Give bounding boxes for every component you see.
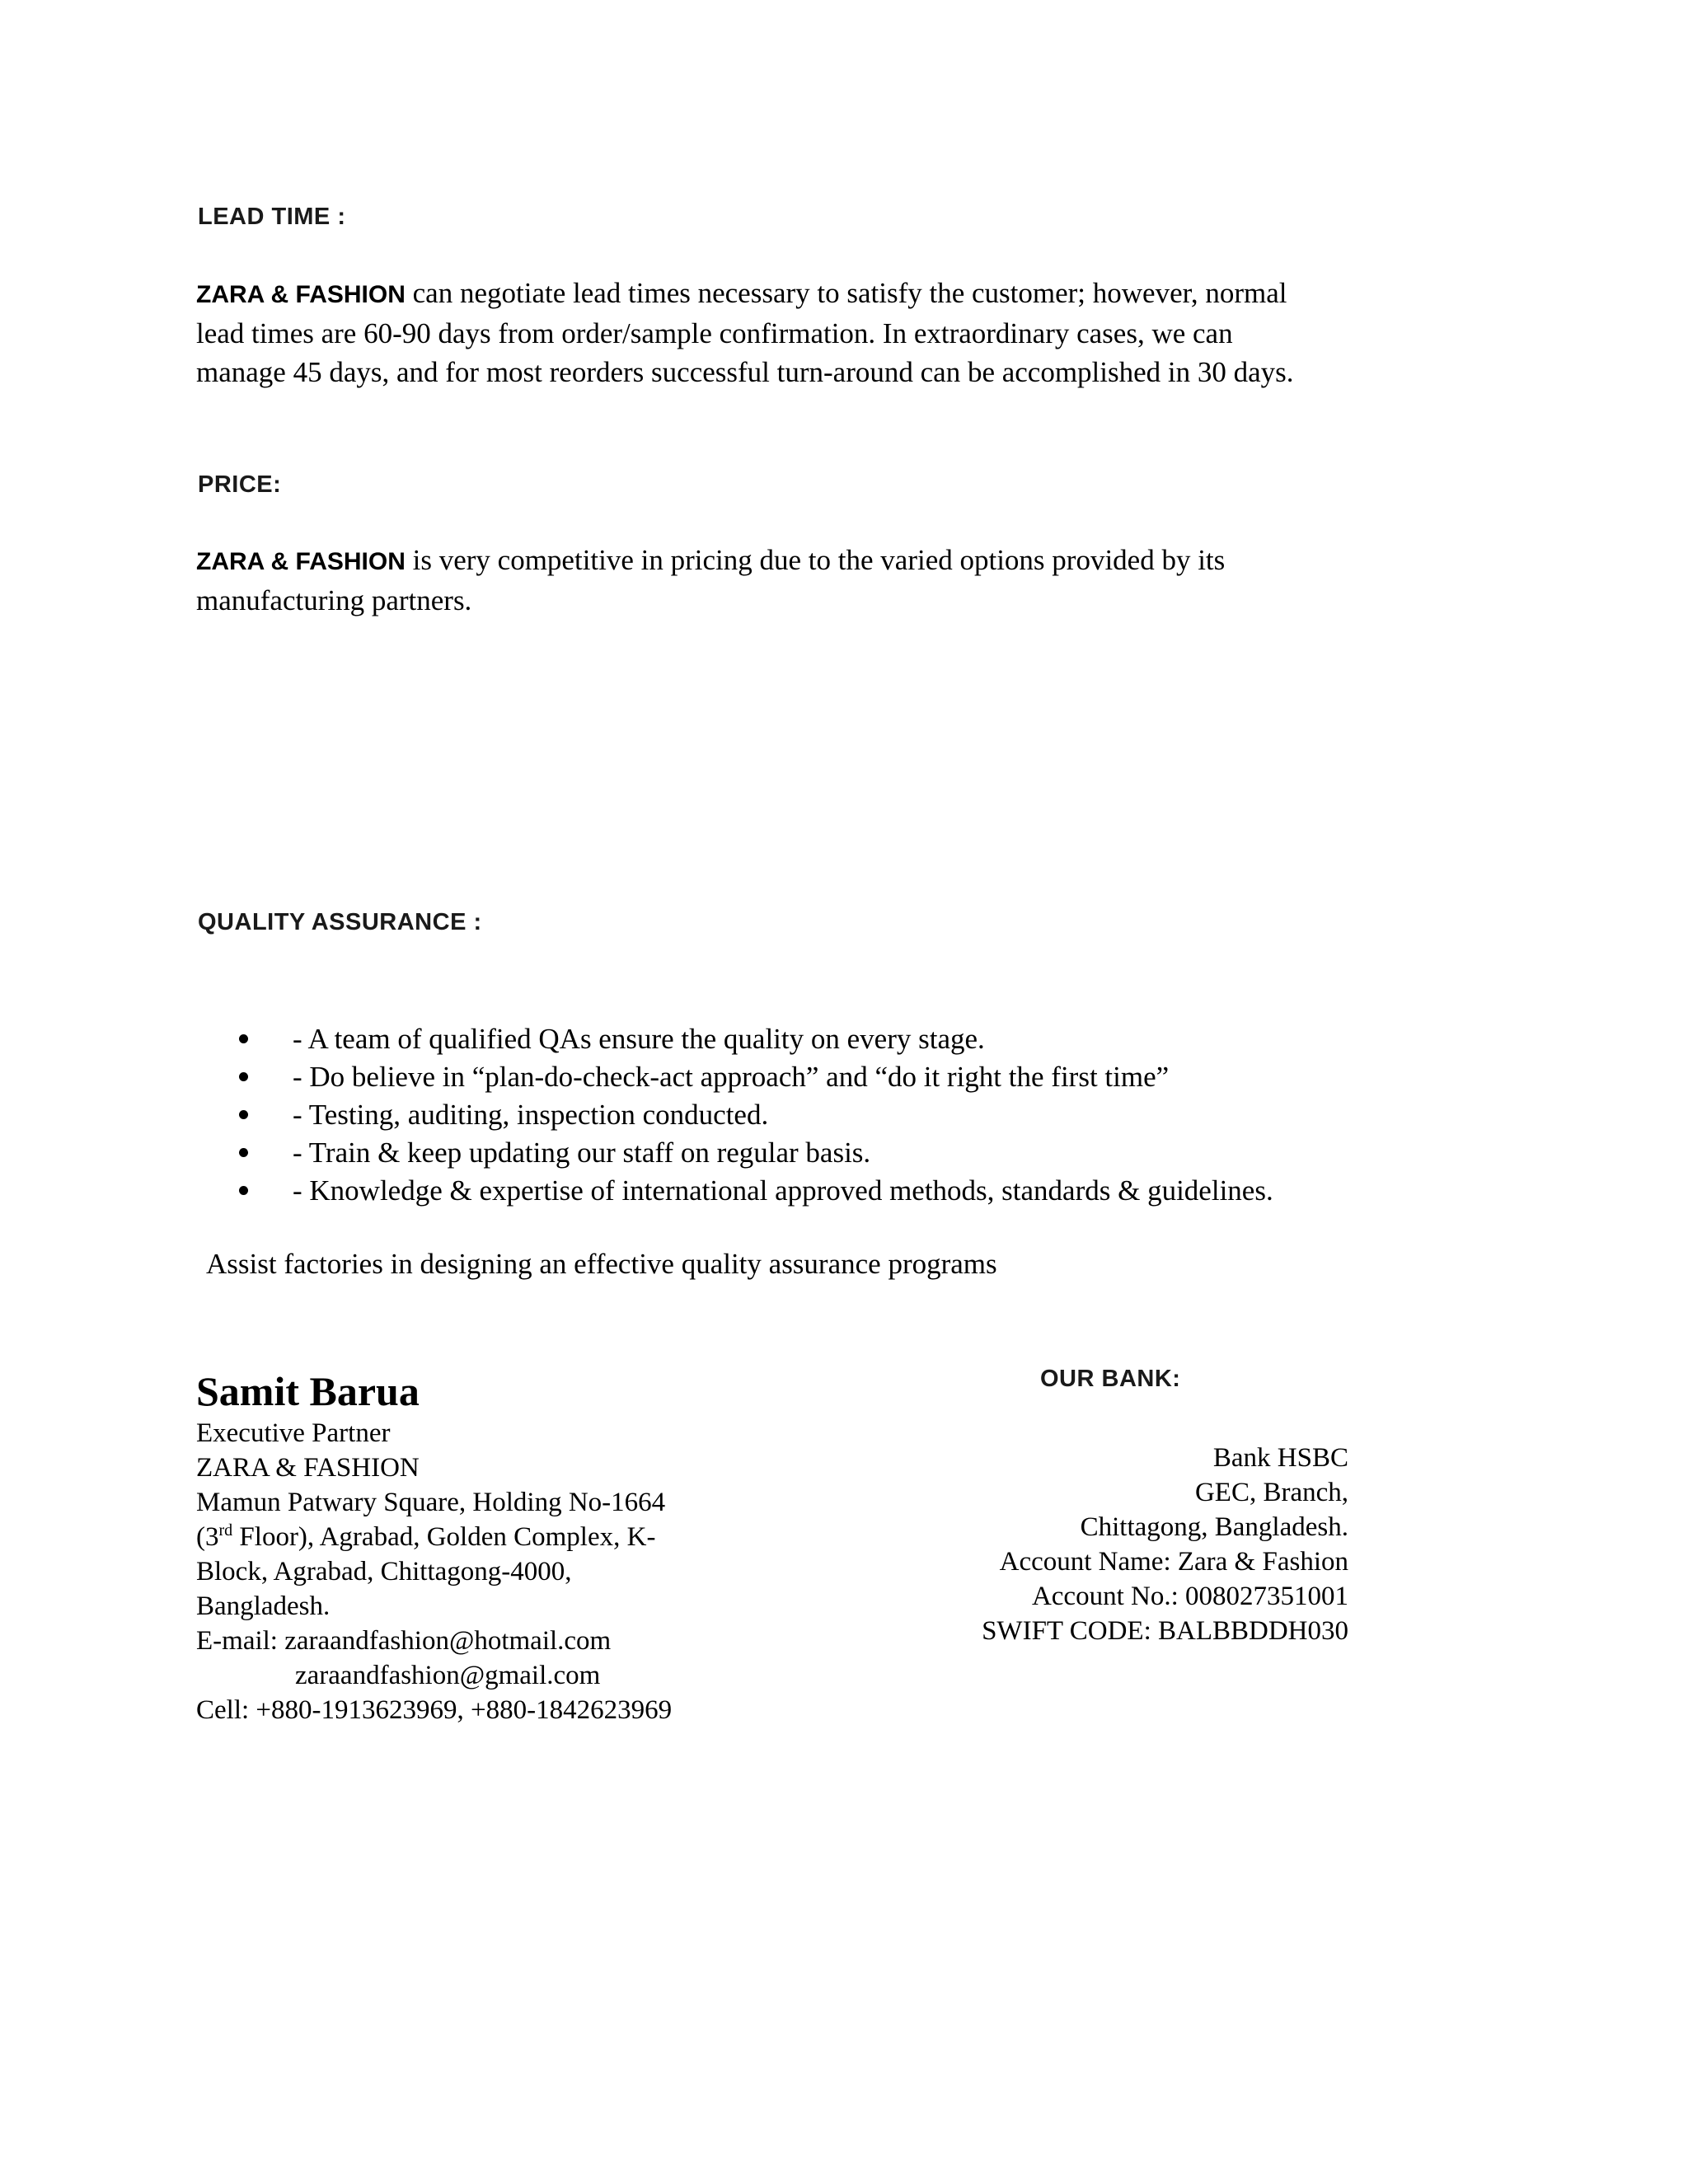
contact-name: Samit Barua bbox=[196, 1368, 420, 1414]
list-item-text: - Do believe in “plan-do-check-act approach” and “do it right the first time” bbox=[293, 1061, 1170, 1093]
bank-swift-code: SWIFT CODE: BALBBDDH030 bbox=[982, 1616, 1348, 1646]
lead-time-line-1 bbox=[196, 274, 1294, 314]
price-line-2: manufacturing partners. bbox=[196, 584, 472, 616]
list-item bbox=[239, 1134, 1273, 1172]
bank-location: Chittagong, Bangladesh. bbox=[1080, 1512, 1348, 1542]
price-paragraph bbox=[196, 541, 1225, 620]
bullet-icon bbox=[239, 1148, 248, 1157]
list-item bbox=[239, 1096, 1273, 1134]
bank-details bbox=[982, 1441, 1348, 1648]
contact-block bbox=[196, 1368, 672, 1727]
quality-closing-text: Assist factories in designing an effective quality assurance programs bbox=[206, 1248, 997, 1280]
brand-name: ZARA & FASHION bbox=[196, 281, 406, 308]
address-floor-rest: Floor), Agrabad, Golden Complex, K- bbox=[232, 1522, 656, 1552]
list-item-text: - Testing, auditing, inspection conducted. bbox=[293, 1099, 769, 1131]
brand-name: ZARA & FASHION bbox=[196, 548, 406, 575]
price-line-1-text: is very competitive in pricing due to the varied options provided by its bbox=[405, 544, 1226, 576]
price-heading: PRICE: bbox=[198, 471, 282, 498]
contact-cell: Cell: +880-1913623969, +880-1842623969 bbox=[196, 1695, 673, 1725]
email-label: E-mail: bbox=[196, 1626, 285, 1656]
bank-account-number: Account No.: 008027351001 bbox=[1031, 1582, 1348, 1611]
address-floor-suffix: rd bbox=[218, 1521, 233, 1540]
contact-address-line-2 bbox=[196, 1520, 672, 1554]
quality-assurance-heading: QUALITY ASSURANCE : bbox=[198, 909, 482, 935]
quality-assurance-list bbox=[239, 1020, 1273, 1210]
address-floor-number: (3 bbox=[196, 1522, 219, 1552]
list-item bbox=[239, 1058, 1273, 1096]
price-line-1 bbox=[196, 541, 1225, 581]
bank-branch: GEC, Branch, bbox=[1194, 1478, 1348, 1507]
bullet-icon bbox=[239, 1034, 248, 1043]
bank-account-name: Account Name: Zara & Fashion bbox=[999, 1547, 1348, 1577]
bullet-icon bbox=[239, 1110, 248, 1119]
list-item-text: - Train & keep updating our staff on regular basis. bbox=[293, 1137, 871, 1169]
lead-time-paragraph bbox=[196, 274, 1294, 391]
contact-address-line-4: Bangladesh. bbox=[196, 1591, 331, 1621]
lead-time-line-3: manage 45 days, and for most reorders successful turn-around can be accomplished in 30 days. bbox=[196, 356, 1294, 388]
bank-name: Bank HSBC bbox=[1212, 1443, 1348, 1473]
list-item bbox=[239, 1172, 1273, 1210]
bullet-icon bbox=[239, 1072, 248, 1081]
contact-company: ZARA & FASHION bbox=[196, 1453, 420, 1483]
list-item bbox=[239, 1020, 1273, 1058]
contact-email-line bbox=[196, 1624, 672, 1658]
bullet-icon bbox=[239, 1186, 248, 1195]
contact-email-line-2 bbox=[196, 1658, 672, 1693]
lead-time-heading: LEAD TIME : bbox=[198, 204, 346, 230]
contact-address-line-1: Mamun Patwary Square, Holding No-1664 bbox=[196, 1488, 666, 1517]
bank-heading: OUR BANK: bbox=[1040, 1366, 1181, 1392]
list-item-text: - Knowledge & expertise of international approved methods, standards & guidelines. bbox=[293, 1174, 1273, 1207]
contact-title: Executive Partner bbox=[196, 1418, 391, 1448]
email-link-hotmail[interactable]: zaraandfashion@hotmail.com bbox=[284, 1626, 612, 1656]
list-item-text: - A team of qualified QAs ensure the quality on every stage. bbox=[293, 1023, 985, 1055]
email-link-gmail[interactable]: zaraandfashion@gmail.com bbox=[295, 1661, 601, 1690]
contact-address-line-3: Block, Agrabad, Chittagong-4000, bbox=[196, 1557, 572, 1586]
lead-time-line-2: lead times are 60-90 days from order/sample confirmation. In extraordinary cases, we can bbox=[196, 317, 1233, 349]
lead-time-line-1-text: can negotiate lead times necessary to satisfy the customer; however, normal bbox=[405, 277, 1287, 309]
